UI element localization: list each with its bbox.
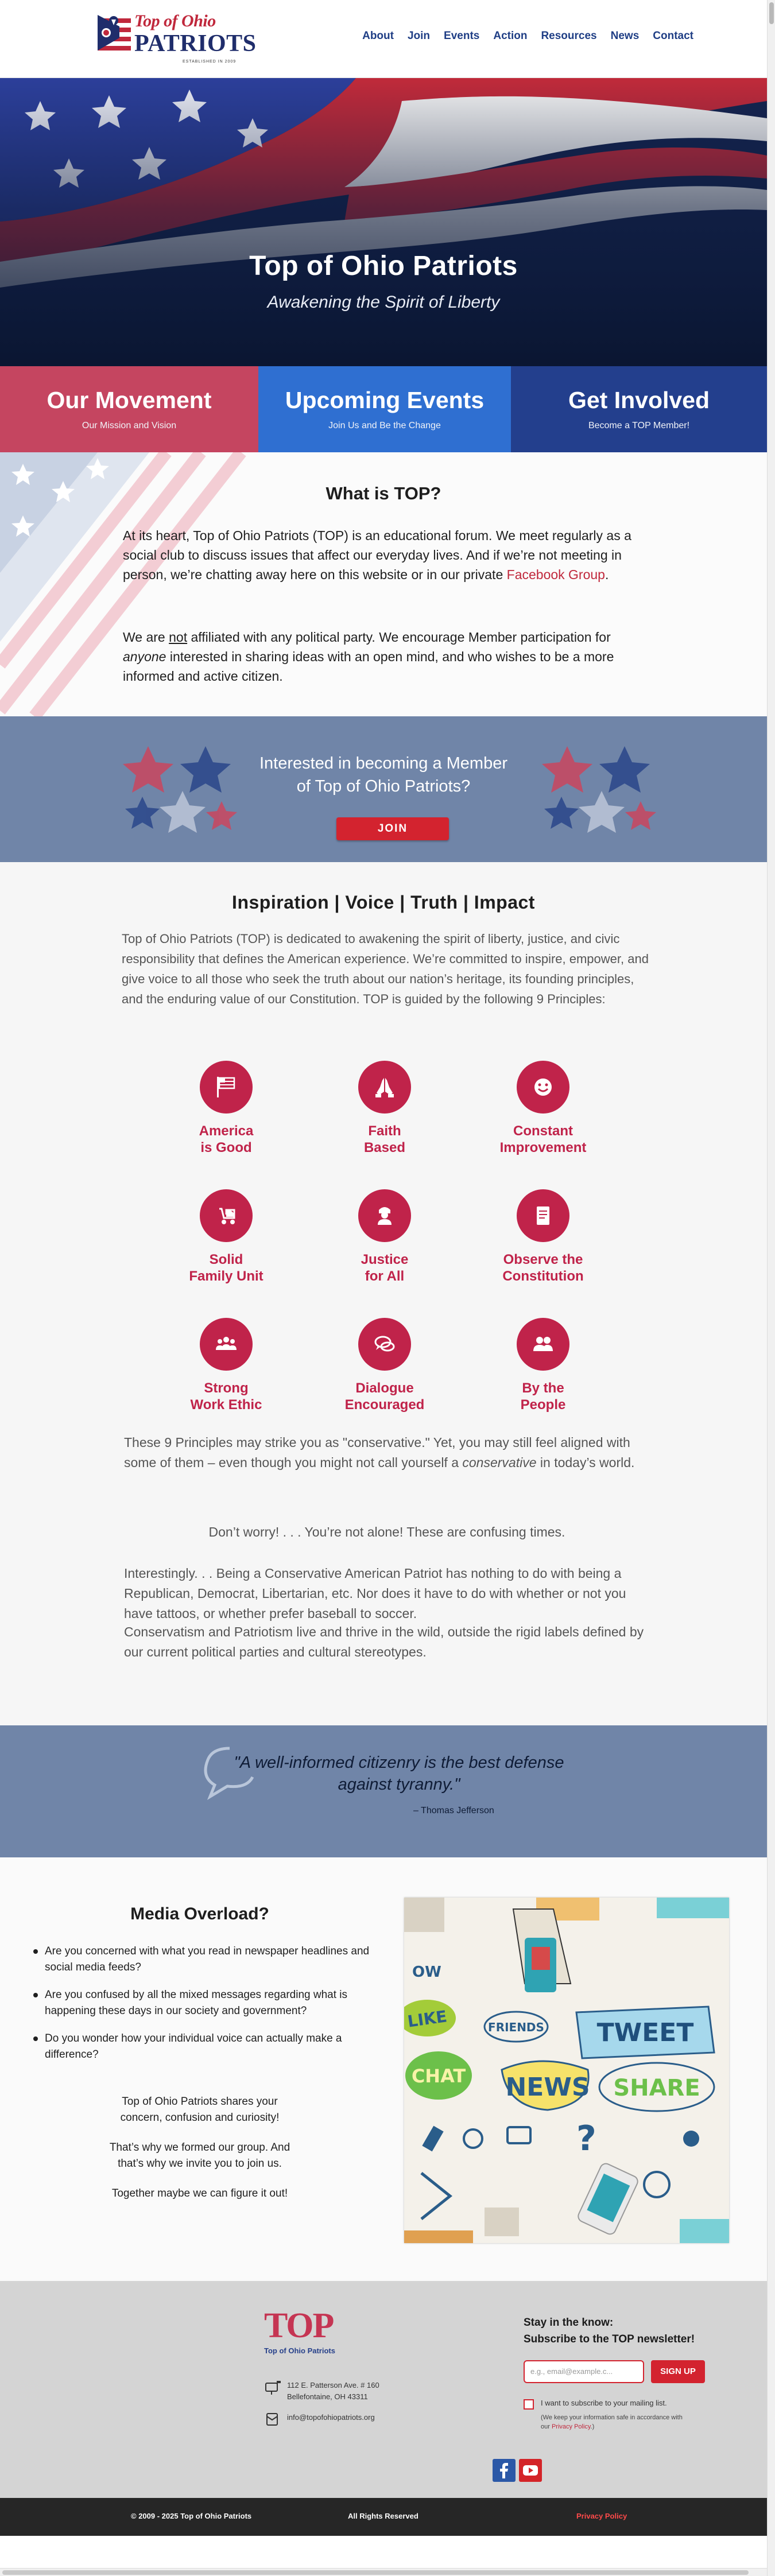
address-row — [264, 2380, 379, 2403]
principle-item — [147, 1061, 305, 1156]
nav-action[interactable]: Action — [493, 30, 528, 42]
team-icon[interactable] — [200, 1318, 253, 1371]
feature-tiles — [0, 366, 767, 452]
main-nav — [362, 30, 693, 42]
footer-logo[interactable] — [264, 2306, 362, 2364]
stroller-icon[interactable] — [200, 1189, 253, 1242]
principle-label: Strong Work Ethic — [190, 1380, 262, 1413]
chat-bubbles-icon[interactable] — [358, 1318, 411, 1371]
section-heading: Inspiration | Voice | Truth | Impact — [232, 892, 535, 913]
privacy-policy-link[interactable]: Privacy Policy — [551, 2423, 591, 2430]
social-links — [493, 2459, 542, 2482]
tile-upcoming-events[interactable] — [258, 366, 511, 452]
footer-logo-big-text: TOP — [264, 2306, 334, 2345]
people-icon[interactable] — [517, 1318, 569, 1371]
hero-title: Top of Ohio Patriots — [249, 251, 518, 281]
praying-hands-icon[interactable] — [358, 1061, 411, 1114]
address-line-2: Bellefontaine, OH 43311 — [287, 2392, 368, 2401]
address-text — [287, 2380, 379, 2403]
tile-subtitle: Become a TOP Member! — [588, 421, 690, 430]
privacy-note — [541, 2413, 690, 2431]
principle-label: Observe the Constitution — [502, 1252, 584, 1284]
list-item: Do you wonder how your individual voice can actually make a difference? — [32, 2031, 382, 2063]
media-question-list — [32, 1943, 382, 2074]
nav-resources[interactable]: Resources — [541, 30, 597, 42]
underlined-text: not — [169, 630, 188, 645]
principles-text-2: Don’t worry! . . . You’re not alone! These are confusing times. — [208, 1524, 565, 1539]
what-paragraph-1 — [123, 526, 651, 584]
media-text-2: That’s why we formed our group. And that’s why we invite you to join us. — [109, 2142, 290, 2170]
principle-label: Faith Based — [363, 1123, 406, 1155]
text: affiliated with any political party. We encourage Member participation for — [187, 630, 611, 645]
scrollbar-thumb[interactable] — [2, 2570, 749, 2575]
collage-word: FRIENDS — [488, 2020, 544, 2034]
site-header — [0, 0, 767, 78]
text: interested in sharing ideas with an open mind, and who wishes to be a more informed and active citizen. — [123, 649, 614, 684]
principle-item — [305, 1061, 464, 1156]
judge-icon[interactable] — [358, 1189, 411, 1242]
envelope-icon — [264, 2412, 287, 2430]
tile-subtitle: Join Us and Be the Change — [328, 421, 441, 430]
social-media-collage-image — [404, 1898, 729, 2243]
subscribe-checkbox-label: I want to subscribe to your mailing list. — [541, 2399, 667, 2407]
media-overload-section — [0, 1857, 767, 2281]
footer-contact-info — [264, 2380, 379, 2439]
nav-about[interactable]: About — [362, 30, 394, 42]
document-icon[interactable] — [517, 1189, 569, 1242]
quote-author: – Thomas Jefferson — [413, 1806, 494, 1815]
collage-word: OW — [412, 1964, 441, 1981]
join-button[interactable]: JOIN — [336, 817, 449, 840]
vertical-scrollbar[interactable] — [767, 0, 775, 2576]
address-line-1: 112 E. Patterson Ave. # 160 — [287, 2381, 379, 2389]
principles-text-1 — [124, 1433, 650, 1473]
principles-section — [0, 862, 767, 1725]
text: in today’s world. — [536, 1455, 635, 1470]
tile-title: Get Involved — [568, 387, 710, 413]
copyright-text: © 2009 - 2025 Top of Ohio Patriots — [131, 2512, 252, 2520]
text: These 9 Principles may strike you as "conservative." Yet, you may still feel aligned with some of them – even though you might not call yourself a — [124, 1435, 630, 1470]
principle-item — [464, 1318, 622, 1413]
membership-line-1: Interested in becoming a Member — [259, 754, 507, 773]
tile-subtitle: Our Mission and Vision — [82, 421, 177, 430]
tile-get-involved[interactable] — [511, 366, 767, 452]
newsletter-heading — [524, 2314, 695, 2348]
principle-item — [147, 1318, 305, 1413]
privacy-policy-footer-link[interactable]: Privacy Policy — [576, 2512, 627, 2520]
principle-label: By the People — [520, 1380, 566, 1413]
nav-events[interactable]: Events — [444, 30, 480, 42]
principle-label: America is Good — [199, 1123, 254, 1155]
nav-join[interactable]: Join — [407, 30, 431, 42]
text: At its heart, Top of Ohio Patriots (TOP) is an educational forum. We meet regularly as a social club to discuss issues that affect our everyday lives. And if we’re not meeting in person, we’re chatting away here on this website or in our private — [123, 528, 631, 582]
email-row — [264, 2412, 379, 2430]
what-is-top-section — [0, 452, 767, 716]
svg-text:?: ? — [576, 2119, 596, 2159]
principle-item — [305, 1189, 464, 1285]
collage-word: CHAT — [411, 2065, 466, 2087]
membership-band — [0, 716, 767, 862]
section-heading: Media Overload? — [130, 1904, 269, 1923]
facebook-icon[interactable] — [493, 2459, 516, 2482]
principle-label: Solid Family Unit — [189, 1252, 264, 1284]
logo-est-text: ESTABLISHED IN 2009 — [183, 60, 237, 64]
media-text-3: Together maybe we can figure it out! — [111, 2187, 288, 2199]
hero-subtitle: Awakening the Spirit of Liberty — [267, 293, 500, 312]
mailbox-icon — [264, 2380, 287, 2397]
site-logo[interactable] — [96, 11, 280, 64]
tile-title: Our Movement — [46, 387, 212, 413]
tile-our-movement[interactable] — [0, 366, 258, 452]
copyright-bar — [0, 2498, 767, 2536]
text: (We keep your information safe in accordance with our — [541, 2414, 683, 2430]
quote-band — [0, 1725, 767, 1857]
principle-item — [305, 1318, 464, 1413]
principle-item — [464, 1189, 622, 1285]
emphasis-text: conservative — [462, 1455, 537, 1470]
membership-line-2: of Top of Ohio Patriots? — [296, 777, 471, 796]
youtube-icon[interactable] — [519, 2459, 542, 2482]
nav-news[interactable]: News — [610, 30, 640, 42]
media-text-1: Top of Ohio Patriots shares your concern, confusion and curiosity! — [120, 2096, 280, 2124]
principle-label: Constant Improvement — [499, 1123, 587, 1155]
principles-text-3: Interestingly. . . Being a Conservative American Patriot has nothing to do with being a Republican, Democrat, Libertarian, etc. Nor does it have to do with whether or not you have tattoos, or whether prefer baseball to soccer. — [124, 1566, 626, 1621]
text: .) — [590, 2423, 595, 2430]
footer-email-link[interactable]: info@topofohiopatriots.org — [287, 2413, 375, 2422]
ohio-flag-logo-icon — [96, 15, 133, 60]
hero-banner — [0, 78, 767, 366]
signup-button[interactable]: SIGN UP — [651, 2360, 705, 2383]
logo-top-text: Top of Ohio — [134, 11, 216, 30]
list-item: Are you confused by all the mixed messages regarding what is happening these days in our society and government? — [32, 1987, 382, 2019]
principles-intro: Top of Ohio Patriots (TOP) is dedicated to awakening the spirit of liberty, justice, and civic responsibility that defines the American experience. We’re committed to inspire, empower, and give voice to all those who seek the truth about our nation’s heritage, its founding principles, and the enduring value of our Constitution. TOP is guided by the following 9 Principles: — [122, 932, 649, 1006]
flag-icon[interactable] — [200, 1061, 253, 1114]
smiley-icon[interactable] — [517, 1061, 569, 1114]
logo-patriots-text: PATRIOTS — [134, 30, 257, 57]
list-item: Are you concerned with what you read in newspaper headlines and social media feeds? — [32, 1943, 382, 1976]
emphasis-text: anyone — [123, 649, 166, 664]
site-footer — [0, 2281, 767, 2498]
subscribe-checkbox[interactable] — [524, 2399, 534, 2410]
section-heading: What is TOP? — [326, 483, 441, 503]
scrollbar-thumb[interactable] — [769, 2, 774, 24]
membership-text — [0, 752, 767, 798]
rights-text: All Rights Reserved — [348, 2512, 418, 2520]
collage-word: NEWS — [505, 2073, 590, 2102]
footer-logo-small-text: Top of Ohio Patriots — [264, 2346, 335, 2355]
american-flag-image — [0, 78, 767, 366]
nav-contact[interactable]: Contact — [653, 30, 693, 42]
text: . — [604, 567, 609, 582]
horizontal-scrollbar[interactable] — [0, 2568, 767, 2576]
collage-word: TWEET — [596, 2018, 694, 2047]
principles-grid — [147, 1061, 622, 1413]
principle-label: Dialogue Encouraged — [344, 1380, 425, 1413]
what-paragraph-2 — [123, 627, 651, 686]
principles-text-4: Conservatism and Patriotism live and thrive in the wild, outside the rigid labels defined by our current political parties and cultural stereotypes. — [124, 1624, 644, 1659]
collage-word: LIKE — [406, 2007, 448, 2031]
tile-title: Upcoming Events — [285, 387, 485, 413]
jefferson-quote: "A well-informed citizenry is the best defense against tyranny." — [234, 1753, 564, 1794]
principle-item — [464, 1061, 622, 1156]
newsletter-heading-line-1: Stay in the know: — [524, 2317, 614, 2329]
newsletter-heading-line-2: Subscribe to the TOP newsletter! — [524, 2333, 695, 2345]
principle-label: Justice for All — [361, 1252, 409, 1284]
facebook-group-link[interactable]: Facebook Group — [506, 567, 605, 582]
collage-word: SHARE — [613, 2075, 700, 2101]
principle-item — [147, 1189, 305, 1285]
text: We are — [123, 630, 169, 645]
newsletter-email-input[interactable]: e.g., email@example.c... — [524, 2360, 644, 2383]
